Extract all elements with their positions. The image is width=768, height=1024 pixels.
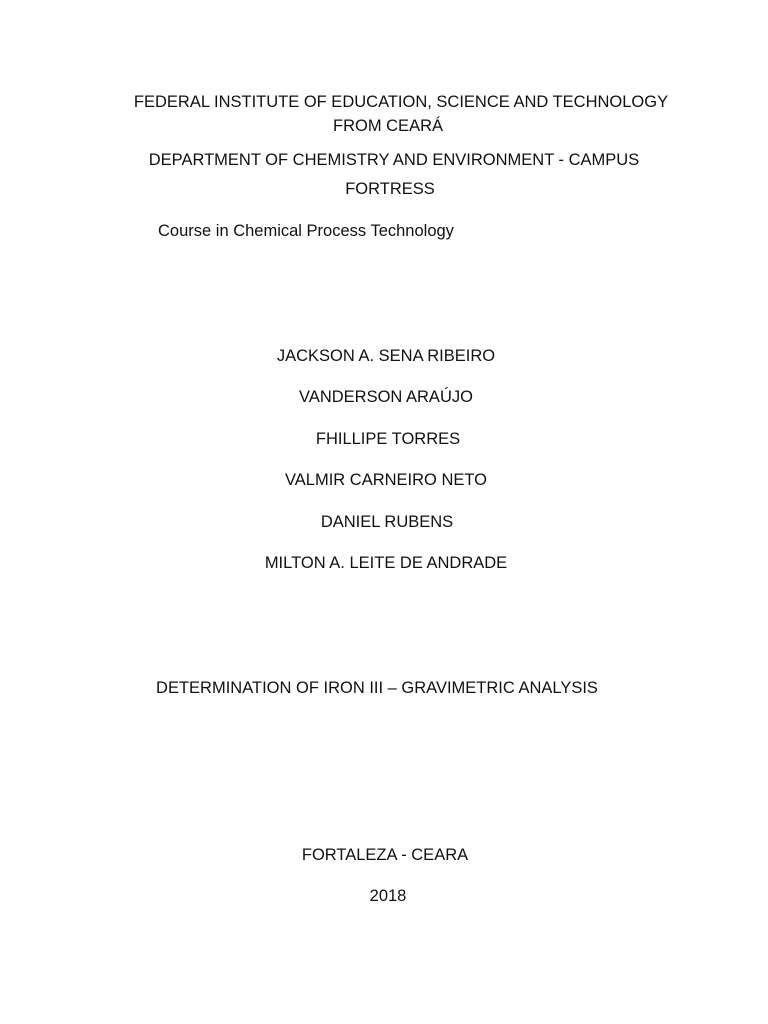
author-5: DANIEL RUBENS — [320, 513, 454, 531]
department-line-1: DEPARTMENT OF CHEMISTRY AND ENVIRONMENT - CAMPUS — [148, 151, 640, 169]
document-title: DETERMINATION OF IRON III – GRAVIMETRIC ANALYSIS — [156, 679, 598, 697]
institution-line-1: FEDERAL INSTITUTE OF EDUCATION, SCIENCE AND TECHNOLOGY — [133, 93, 669, 111]
year: 2018 — [369, 887, 407, 905]
author-2: VANDERSON ARAÚJO — [299, 388, 473, 406]
author-4: VALMIR CARNEIRO NETO — [284, 471, 487, 489]
author-1: JACKSON A. SENA RIBEIRO — [276, 347, 496, 365]
location: FORTALEZA - CEARA — [301, 846, 469, 864]
author-3: FHILLIPE TORRES — [315, 430, 461, 448]
author-6: MILTON A. LEITE DE ANDRADE — [264, 554, 508, 572]
institution-line-2: FROM CEARÁ — [332, 117, 443, 135]
course-name: Course in Chemical Process Technology — [158, 222, 454, 240]
department-line-2: FORTRESS — [345, 180, 435, 198]
